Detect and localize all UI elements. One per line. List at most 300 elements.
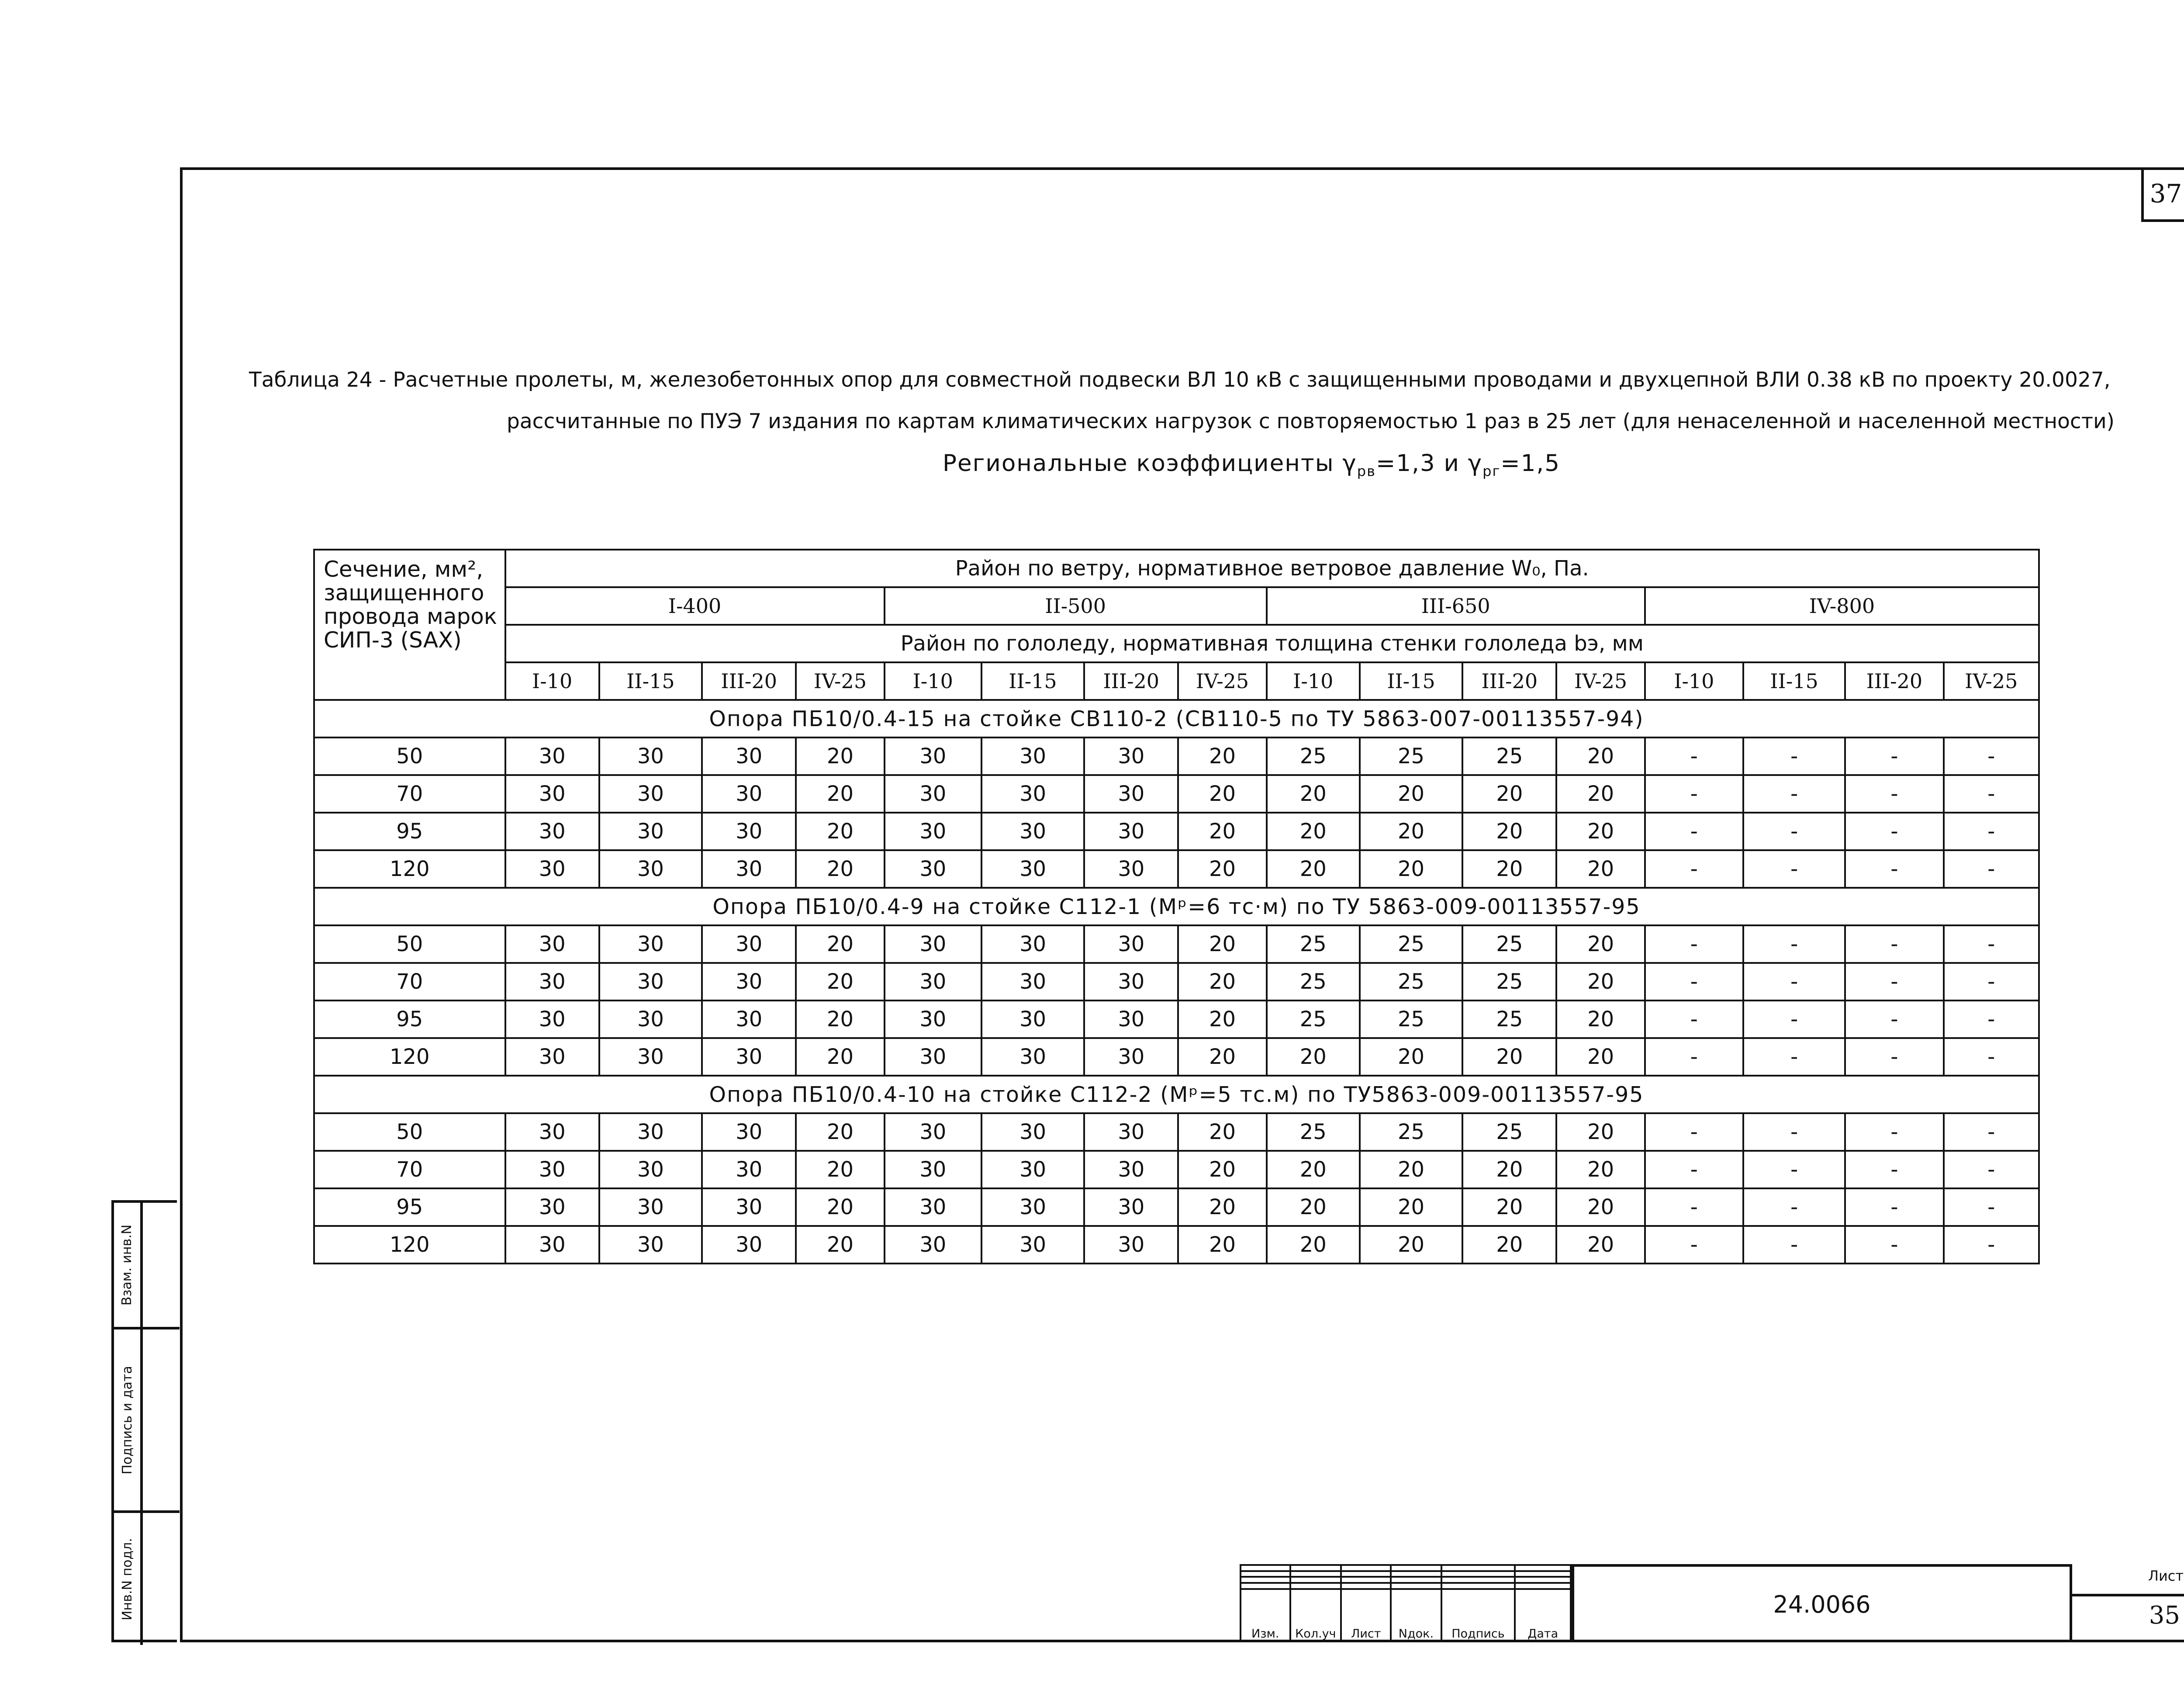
stamp-cell: [1290, 1565, 1341, 1571]
span-cell: 20: [1556, 1188, 1645, 1226]
span-cell: 30: [885, 1113, 981, 1151]
span-cell: -: [1743, 737, 1845, 775]
span-cell: 30: [981, 1113, 1084, 1151]
span-cell: -: [1944, 1001, 2039, 1038]
span-cell: 25: [1267, 963, 1360, 1001]
span-cell: 30: [505, 925, 599, 963]
span-cell: 30: [885, 1188, 981, 1226]
stamp-row: [1241, 1589, 1571, 1641]
table-row: [314, 737, 2039, 775]
vzam-label: Взам. инв.N: [119, 1224, 135, 1305]
span-cell: 30: [885, 775, 981, 813]
span-cell: -: [1944, 1188, 2039, 1226]
stamp-cell: [1341, 1583, 1391, 1589]
span-cell: 30: [885, 737, 981, 775]
span-table: [313, 549, 2040, 1264]
span-cell: 20: [1178, 963, 1266, 1001]
span-cell: 30: [1084, 925, 1178, 963]
span-cell: 20: [1360, 1151, 1462, 1188]
span-cell: 25: [1462, 1113, 1556, 1151]
span-cell: 20: [1462, 775, 1556, 813]
span-cell: 30: [981, 1038, 1084, 1076]
span-cell: 20: [1556, 1001, 1645, 1038]
span-cell: 30: [885, 1226, 981, 1264]
span-cell: 20: [1462, 850, 1556, 888]
span-cell: 30: [599, 925, 702, 963]
span-cell: 20: [796, 1226, 884, 1264]
table-title-line1: Таблица 24 - Расчетные пролеты, м, железобетонных опор для совместной подвески ВЛ 10 кВ с защищенными проводами и двухцепной ВЛИ 0.38 кВ по проекту 20.0027,: [249, 368, 2111, 392]
span-cell: -: [1645, 1038, 1743, 1076]
wind-region-cell: III-650: [1267, 587, 1645, 625]
span-cell: 20: [1178, 813, 1266, 850]
span-cell: -: [1743, 1113, 1845, 1151]
span-cell: 20: [1178, 850, 1266, 888]
span-cell: 20: [1178, 737, 1266, 775]
span-cell: -: [1944, 1151, 2039, 1188]
stamp-column-label: Изм.: [1241, 1589, 1290, 1641]
span-cell: 25: [1360, 1001, 1462, 1038]
span-cell: 25: [1462, 963, 1556, 1001]
span-cell: 30: [505, 1038, 599, 1076]
span-cell: -: [1743, 1151, 1845, 1188]
span-cell: 30: [702, 925, 796, 963]
document-number: 24.0066: [1572, 1564, 2070, 1642]
span-cell: -: [1845, 1151, 1943, 1188]
stamp-column-label: Дата: [1515, 1589, 1571, 1641]
span-cell: 30: [885, 963, 981, 1001]
table-row: [314, 1038, 2039, 1076]
ice-region-cell: II-15: [1743, 662, 1845, 700]
stamp-cell: [1391, 1571, 1441, 1577]
span-cell: 25: [1462, 925, 1556, 963]
span-cell: 30: [702, 1188, 796, 1226]
span-cell: -: [1645, 1188, 1743, 1226]
span-cell: 20: [1360, 813, 1462, 850]
span-cell: -: [1845, 813, 1943, 850]
support-type-cell: Опора ПБ10/0.4-9 на стойке С112-1 (Мᵖ=6 тс·м) по ТУ 5863-009-00113557-95: [314, 888, 2039, 925]
revision-grid: [1240, 1564, 1572, 1642]
cross-section-cell: 50: [314, 1113, 505, 1151]
span-cell: 30: [885, 1001, 981, 1038]
span-cell: -: [1845, 925, 1943, 963]
ice-region-cell: II-15: [1360, 662, 1462, 700]
stamp-column-label: Кол.уч: [1290, 1589, 1341, 1641]
span-cell: 30: [599, 1113, 702, 1151]
span-cell: 25: [1267, 925, 1360, 963]
span-cell: 30: [505, 813, 599, 850]
span-cell: 20: [1556, 1038, 1645, 1076]
span-cell: 30: [702, 1151, 796, 1188]
span-cell: 20: [796, 1038, 884, 1076]
span-cell: 30: [505, 1113, 599, 1151]
span-cell: 20: [1178, 1188, 1266, 1226]
stamp-cell: [1441, 1565, 1515, 1571]
stamp-cell: [1515, 1577, 1571, 1583]
span-cell: 20: [796, 813, 884, 850]
span-cell: 20: [1462, 1038, 1556, 1076]
stamp-cell: [1515, 1571, 1571, 1577]
span-cell: 30: [599, 1151, 702, 1188]
span-cell: 20: [1178, 925, 1266, 963]
span-cell: 30: [1084, 850, 1178, 888]
span-cell: -: [1845, 1226, 1943, 1264]
inventory-label: Инв.N подл.: [119, 1537, 135, 1620]
wind-region-header: Район по ветру, нормативное ветровое давление W₀, Па.: [505, 550, 2039, 587]
stamp-column-label: Лист: [1341, 1589, 1391, 1641]
span-cell: 30: [702, 1226, 796, 1264]
span-cell: 20: [1267, 1226, 1360, 1264]
span-cell: 30: [1084, 775, 1178, 813]
span-cell: 30: [981, 1151, 1084, 1188]
cross-section-cell: 95: [314, 1188, 505, 1226]
span-cell: 20: [796, 737, 884, 775]
cross-section-cell: 70: [314, 1151, 505, 1188]
span-cell: 25: [1267, 737, 1360, 775]
span-cell: 30: [702, 850, 796, 888]
cross-section-cell: 120: [314, 1226, 505, 1264]
ice-region-cell: I-10: [1645, 662, 1743, 700]
span-cell: 20: [1462, 1226, 1556, 1264]
stamp-cell: [1290, 1583, 1341, 1589]
span-cell: 30: [599, 1038, 702, 1076]
ice-region-cell: I-10: [885, 662, 981, 700]
span-cell: 30: [599, 737, 702, 775]
span-cell: 20: [796, 850, 884, 888]
span-cell: -: [1743, 963, 1845, 1001]
span-cell: 20: [1556, 925, 1645, 963]
span-cell: 25: [1462, 737, 1556, 775]
span-cell: 20: [796, 775, 884, 813]
ice-region-cell: III-20: [1084, 662, 1178, 700]
table-row: [314, 775, 2039, 813]
cross-section-cell: 120: [314, 1038, 505, 1076]
span-cell: -: [1743, 1188, 1845, 1226]
cross-section-cell: 70: [314, 963, 505, 1001]
ice-region-cell: IV-25: [1178, 662, 1266, 700]
span-cell: 30: [599, 775, 702, 813]
span-cell: -: [1845, 963, 1943, 1001]
stamp-cell: [1441, 1583, 1515, 1589]
stamp-cell: [1241, 1583, 1290, 1589]
stamp-cell: [1241, 1571, 1290, 1577]
span-cell: 20: [1360, 1038, 1462, 1076]
support-type-cell: Опора ПБ10/0.4-15 на стойке СВ110-2 (СВ110-5 по ТУ 5863-007-00113557-94): [314, 700, 2039, 737]
ice-region-cell: III-20: [1462, 662, 1556, 700]
table-row: [314, 1226, 2039, 1264]
stamp-row: [1241, 1577, 1571, 1583]
coef-mid: =1,3 и γ: [1375, 450, 1483, 477]
span-cell: 20: [1267, 813, 1360, 850]
span-cell: 20: [1556, 1113, 1645, 1151]
span-cell: -: [1743, 1038, 1845, 1076]
span-cell: -: [1845, 775, 1943, 813]
coef-sub1: рв: [1357, 463, 1376, 480]
table-row: [314, 1001, 2039, 1038]
span-cell: 20: [1267, 1188, 1360, 1226]
span-cell: 30: [1084, 1038, 1178, 1076]
span-cell: -: [1645, 775, 1743, 813]
span-cell: -: [1944, 925, 2039, 963]
span-cell: 30: [885, 813, 981, 850]
span-cell: 30: [981, 1188, 1084, 1226]
span-cell: 30: [505, 1188, 599, 1226]
span-cell: -: [1645, 963, 1743, 1001]
span-cell: -: [1645, 813, 1743, 850]
span-cell: -: [1645, 1226, 1743, 1264]
span-cell: 30: [505, 1001, 599, 1038]
stamp-row: [1241, 1565, 1571, 1571]
ice-region-cell: II-15: [599, 662, 702, 700]
span-cell: 30: [981, 737, 1084, 775]
span-cell: 30: [702, 813, 796, 850]
span-cell: -: [1845, 850, 1943, 888]
span-cell: 20: [1267, 850, 1360, 888]
span-cell: 30: [981, 1226, 1084, 1264]
span-cell: 20: [1556, 775, 1645, 813]
span-cell: 20: [796, 925, 884, 963]
span-cell: 25: [1267, 1001, 1360, 1038]
span-cell: -: [1944, 1113, 2039, 1151]
span-cell: -: [1944, 775, 2039, 813]
span-cell: 30: [702, 775, 796, 813]
cross-section-cell: 95: [314, 813, 505, 850]
ice-region-cell: IV-25: [1944, 662, 2039, 700]
span-cell: 20: [1360, 850, 1462, 888]
span-cell: 30: [981, 775, 1084, 813]
stamp-cell: [1290, 1571, 1341, 1577]
span-cell: 20: [1556, 813, 1645, 850]
header-row-ice: [314, 625, 2039, 662]
span-cell: 20: [796, 1001, 884, 1038]
ice-region-cell: I-10: [1267, 662, 1360, 700]
span-cell: -: [1645, 850, 1743, 888]
span-cell: 30: [885, 1151, 981, 1188]
ice-region-header: Район по гололеду, нормативная толщина стенки гололеда bэ, мм: [505, 625, 2039, 662]
stamp-cell: [1341, 1577, 1391, 1583]
stamp-cell: [1515, 1583, 1571, 1589]
span-cell: 30: [702, 737, 796, 775]
title-block: [1240, 1564, 2184, 1642]
table-row: [314, 925, 2039, 963]
span-cell: 30: [885, 850, 981, 888]
span-cell: 20: [1556, 1151, 1645, 1188]
span-cell: 20: [796, 963, 884, 1001]
span-cell: -: [1944, 737, 2039, 775]
span-cell: -: [1645, 1001, 1743, 1038]
stamp-cell: [1290, 1577, 1341, 1583]
span-cell: 25: [1360, 1113, 1462, 1151]
span-cell: 20: [1556, 1226, 1645, 1264]
span-cell: 30: [981, 850, 1084, 888]
span-cell: -: [1845, 1113, 1943, 1151]
header-row-wind: [314, 550, 2039, 587]
span-cell: -: [1743, 1001, 1845, 1038]
span-cell: -: [1743, 925, 1845, 963]
span-cell: 30: [599, 1188, 702, 1226]
span-cell: 20: [1462, 1151, 1556, 1188]
span-cell: 20: [796, 1188, 884, 1226]
span-cell: 30: [1084, 1188, 1178, 1226]
signature-date-label: Подпись и дата: [119, 1365, 135, 1475]
span-cell: 30: [505, 850, 599, 888]
span-cell: 30: [885, 925, 981, 963]
span-cell: -: [1645, 925, 1743, 963]
span-cell: 30: [702, 1113, 796, 1151]
regional-coefficients: [943, 450, 1560, 480]
span-cell: 30: [981, 813, 1084, 850]
span-cell: 20: [1360, 1226, 1462, 1264]
span-cell: 30: [599, 1001, 702, 1038]
header-row-wind-regions: [314, 587, 2039, 625]
span-cell: 20: [1178, 1151, 1266, 1188]
span-cell: -: [1645, 1151, 1743, 1188]
stamp-cell: [1341, 1565, 1391, 1571]
span-cell: -: [1645, 737, 1743, 775]
span-cell: -: [1845, 1001, 1943, 1038]
span-cell: -: [1944, 1038, 2039, 1076]
span-cell: -: [1743, 813, 1845, 850]
span-cell: 20: [1178, 775, 1266, 813]
span-cell: 20: [1178, 1038, 1266, 1076]
cross-section-cell: 120: [314, 850, 505, 888]
support-row: [314, 1076, 2039, 1113]
span-cell: 20: [1462, 813, 1556, 850]
span-cell: 30: [1084, 1226, 1178, 1264]
coef-suffix: =1,5: [1500, 450, 1560, 477]
support-row: [314, 888, 2039, 925]
span-cell: 30: [702, 963, 796, 1001]
support-type-cell: Опора ПБ10/0.4-10 на стойке С112-2 (Мᵖ=5 тс.м) по ТУ5863-009-00113557-95: [314, 1076, 2039, 1113]
span-cell: -: [1845, 737, 1943, 775]
stamp-cell: [1391, 1565, 1441, 1571]
table-row: [314, 813, 2039, 850]
stamp-column-label: Подпись: [1441, 1589, 1515, 1641]
cross-section-header: Сечение, мм², защищенного провода марок СИП-3 (SAX): [314, 550, 505, 700]
cross-section-cell: 50: [314, 925, 505, 963]
span-cell: -: [1944, 813, 2039, 850]
span-cell: 25: [1360, 925, 1462, 963]
span-cell: 25: [1360, 963, 1462, 1001]
span-cell: 30: [1084, 963, 1178, 1001]
side-stamp: [111, 1200, 177, 1642]
span-cell: -: [1944, 850, 2039, 888]
span-cell: 20: [796, 1151, 884, 1188]
span-cell: -: [1743, 850, 1845, 888]
table-row: [314, 1151, 2039, 1188]
ice-region-cell: IV-25: [1556, 662, 1645, 700]
table-row: [314, 1113, 2039, 1151]
span-cell: 20: [1360, 1188, 1462, 1226]
stamp-cell: [1391, 1583, 1441, 1589]
span-cell: 30: [1084, 1001, 1178, 1038]
span-cell: -: [1944, 1226, 2039, 1264]
coef-prefix: Региональные коэффициенты γ: [943, 450, 1357, 477]
span-cell: 30: [599, 1226, 702, 1264]
span-cell: 30: [1084, 1151, 1178, 1188]
wind-region-cell: IV-800: [1645, 587, 2039, 625]
span-cell: 20: [1178, 1113, 1266, 1151]
span-cell: 30: [702, 1001, 796, 1038]
span-cell: 30: [599, 963, 702, 1001]
stamp-cell: [1341, 1571, 1391, 1577]
span-cell: -: [1743, 775, 1845, 813]
span-cell: 20: [1267, 1151, 1360, 1188]
span-cell: 20: [1360, 775, 1462, 813]
coef-sub2: рг: [1482, 463, 1501, 480]
span-cell: 30: [981, 925, 1084, 963]
wind-region-cell: II-500: [885, 587, 1267, 625]
stamp-cell: [1441, 1571, 1515, 1577]
span-cell: 30: [702, 1038, 796, 1076]
span-cell: 30: [981, 1001, 1084, 1038]
cross-section-cell: 70: [314, 775, 505, 813]
stamp-cell: [1391, 1577, 1441, 1583]
ice-region-cell: III-20: [1845, 662, 1943, 700]
header-row-ice-regions: [314, 662, 2039, 700]
stamp-cell: [1515, 1565, 1571, 1571]
ice-region-cell: I-10: [505, 662, 599, 700]
sheet-label: Лист: [2148, 1568, 2184, 1584]
span-cell: 30: [981, 963, 1084, 1001]
cross-section-cell: 95: [314, 1001, 505, 1038]
span-cell: 20: [1178, 1226, 1266, 1264]
stamp-cell: [1241, 1577, 1290, 1583]
support-row: [314, 700, 2039, 737]
span-cell: -: [1944, 963, 2039, 1001]
stamp-row: [1241, 1571, 1571, 1577]
span-cell: 25: [1267, 1113, 1360, 1151]
span-cell: -: [1845, 1188, 1943, 1226]
span-cell: -: [1743, 1226, 1845, 1264]
span-cell: -: [1845, 1038, 1943, 1076]
span-cell: 20: [1462, 1188, 1556, 1226]
span-cell: 30: [505, 1151, 599, 1188]
span-cell: 25: [1462, 1001, 1556, 1038]
span-cell: 30: [1084, 813, 1178, 850]
span-cell: 30: [505, 1226, 599, 1264]
span-cell: 20: [1267, 775, 1360, 813]
ice-region-cell: II-15: [981, 662, 1084, 700]
ice-region-cell: IV-25: [796, 662, 884, 700]
span-cell: 20: [796, 1113, 884, 1151]
span-cell: 30: [1084, 737, 1178, 775]
table-title-line2: рассчитанные по ПУЭ 7 издания по картам климатических нагрузок с повторяемостью 1 раз в 25 лет (для ненаселенной и населенной местности): [507, 409, 2115, 433]
cross-section-cell: 50: [314, 737, 505, 775]
span-cell: 20: [1556, 850, 1645, 888]
span-cell: 30: [505, 737, 599, 775]
span-cell: 30: [599, 850, 702, 888]
span-cell: 20: [1267, 1038, 1360, 1076]
span-cell: 20: [1556, 963, 1645, 1001]
stamp-cell: [1441, 1577, 1515, 1583]
span-cell: 20: [1556, 737, 1645, 775]
span-cell: 30: [1084, 1113, 1178, 1151]
span-cell: 30: [505, 963, 599, 1001]
wind-region-cell: I-400: [505, 587, 885, 625]
span-cell: 30: [885, 1038, 981, 1076]
span-cell: 25: [1360, 737, 1462, 775]
sheet-box: [2070, 1564, 2184, 1642]
stamp-row: [1241, 1583, 1571, 1589]
span-cell: 30: [505, 775, 599, 813]
table-row: [314, 850, 2039, 888]
span-cell: 20: [1178, 1001, 1266, 1038]
table-row: [314, 963, 2039, 1001]
table-row: [314, 1188, 2039, 1226]
page-number: 37: [2141, 167, 2184, 222]
ice-region-cell: III-20: [702, 662, 796, 700]
span-cell: 30: [599, 813, 702, 850]
